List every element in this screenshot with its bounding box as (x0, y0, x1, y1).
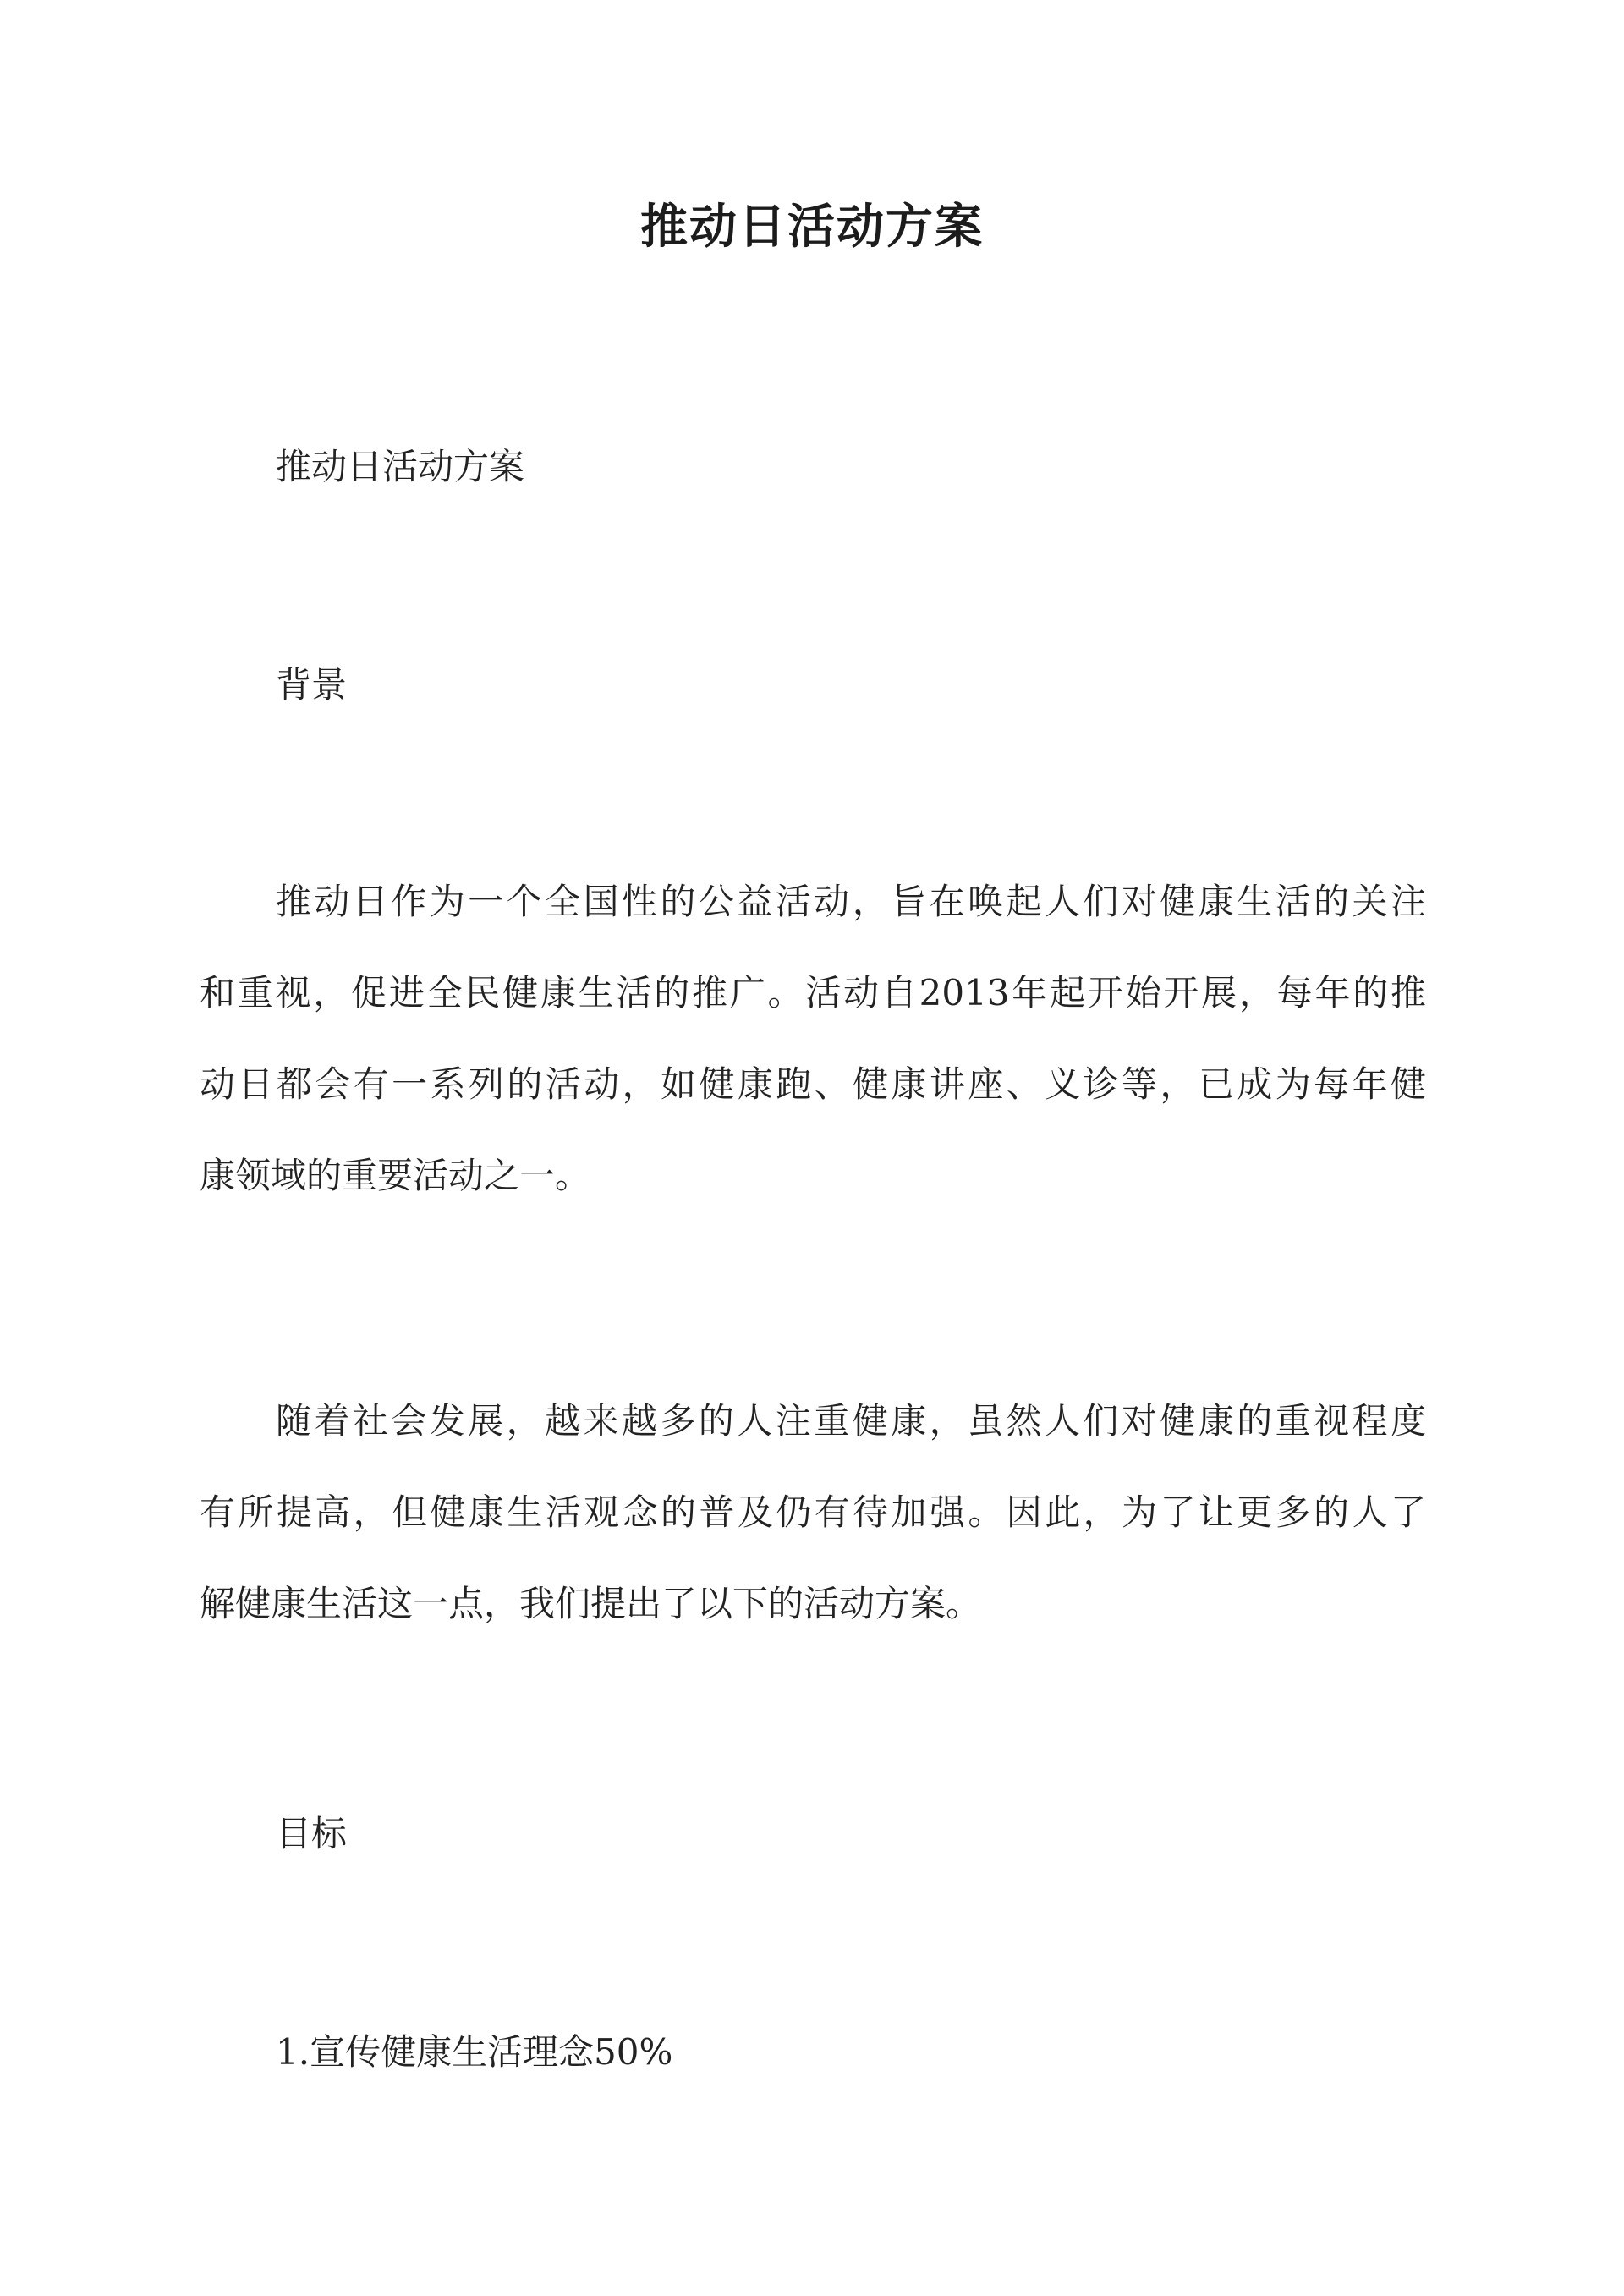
paragraph-line: 和重视，促进全民健康生活的推广。活动自2013年起开始开展，每年的推 (200, 972, 1426, 1013)
paragraph-line: 推动日作为一个全国性的公益活动，旨在唤起人们对健康生活的关注 (276, 881, 1426, 922)
goal-item-1: 1.宣传健康生活理念50% (276, 2031, 673, 2073)
document-subtitle: 推动日活动方案 (276, 446, 525, 487)
background-paragraph-1 (200, 856, 1426, 1222)
section-heading-background: 背景 (276, 664, 348, 706)
document-title: 推动日活动方案 (640, 199, 984, 255)
background-paragraph-2 (200, 1376, 1426, 1650)
paragraph-line: 动日都会有一系列的活动，如健康跑、健康讲座、义诊等，已成为每年健 (200, 1063, 1426, 1105)
paragraph-line: 康领域的重要活动之一。 (200, 1155, 591, 1196)
paragraph-line: 随着社会发展，越来越多的人注重健康，虽然人们对健康的重视程度 (276, 1400, 1426, 1442)
section-heading-goals: 目标 (276, 1813, 348, 1854)
paragraph-line: 解健康生活这一点，我们提出了以下的活动方案。 (200, 1583, 982, 1624)
paragraph-line: 有所提高，但健康生活观念的普及仍有待加强。因此，为了让更多的人了 (200, 1491, 1426, 1533)
